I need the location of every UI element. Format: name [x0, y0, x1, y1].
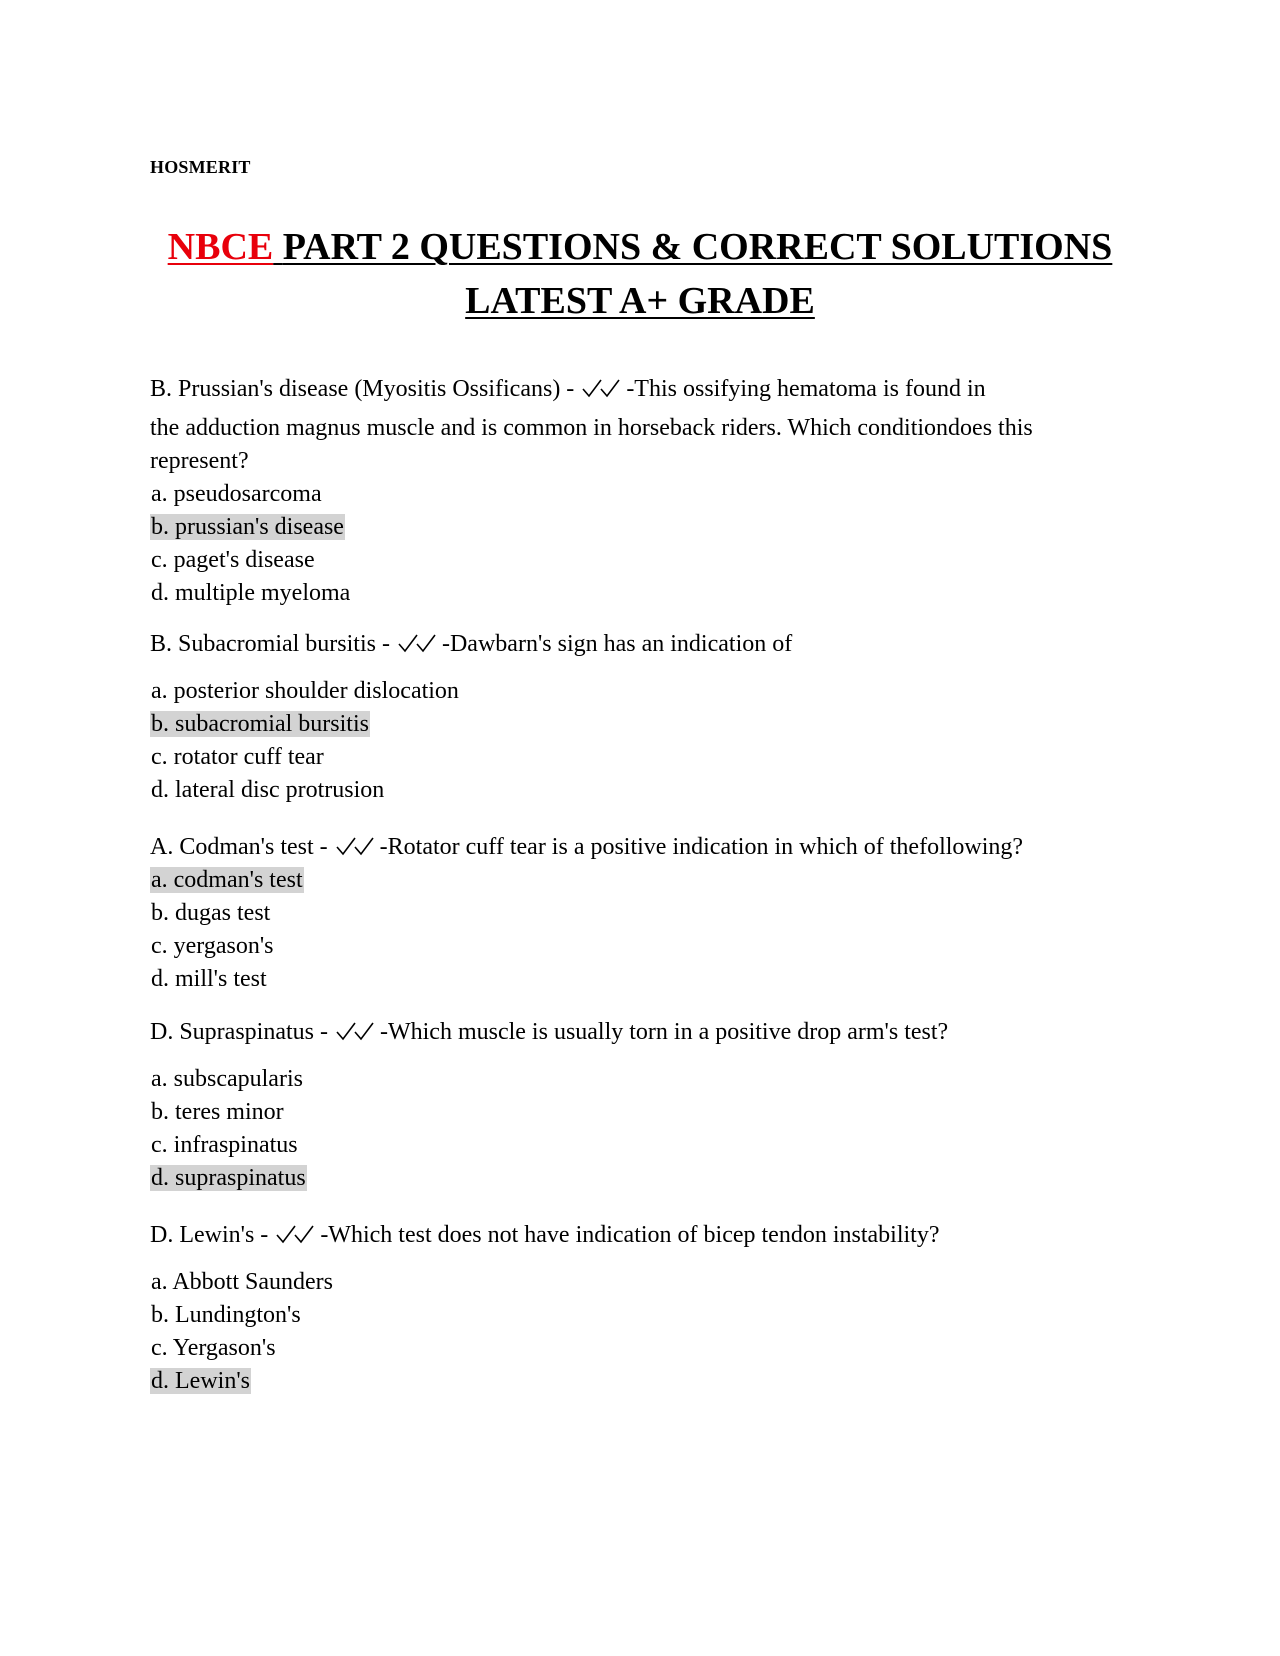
option-text: a. Abbott Saunders [151, 1269, 333, 1295]
option-item [150, 1129, 1130, 1162]
option-text: b. prussian's disease [151, 514, 344, 540]
question-stem [150, 1016, 1130, 1049]
question-block [150, 628, 1130, 807]
double-checkmark-icon [334, 835, 380, 857]
question-text: -This ossifying hematoma is found in [626, 376, 986, 402]
option-item-correct [150, 864, 1130, 897]
option-text: d. Lewin's [151, 1368, 250, 1394]
option-text: c. rotator cuff tear [151, 744, 324, 770]
option-item [150, 1266, 1130, 1299]
option-item [150, 478, 1130, 511]
option-item [150, 1063, 1130, 1096]
option-text: a. subscapularis [151, 1066, 303, 1092]
page-title [150, 220, 1130, 328]
option-text: b. subacromial bursitis [151, 711, 369, 737]
answer-label: B. Prussian's disease (Myositis Ossificans) - [150, 376, 575, 402]
option-text: c. yergason's [151, 933, 274, 959]
option-text: a. posterior shoulder dislocation [151, 678, 459, 704]
title-line-2 [150, 274, 1130, 328]
question-stem [150, 628, 1130, 661]
option-item [150, 1299, 1130, 1332]
option-item-correct [150, 511, 1130, 544]
title-brand: NBCE [167, 226, 274, 268]
option-item-correct [150, 708, 1130, 741]
option-text: b. Lundington's [151, 1302, 301, 1328]
option-text: b. dugas test [151, 900, 271, 926]
header-label: HOSMERIT [150, 157, 251, 177]
option-item-correct [150, 1365, 1130, 1398]
title-line-2-text: LATEST A+ GRADE [465, 280, 815, 322]
option-item [150, 544, 1130, 577]
option-item [150, 897, 1130, 930]
question-text: -Which test does not have indication of bicep tendon instability? [320, 1222, 940, 1248]
option-item [150, 930, 1130, 963]
option-text: d. supraspinatus [151, 1165, 306, 1191]
question-block [150, 1219, 1130, 1398]
double-checkmark-icon [580, 377, 626, 399]
question-text: -Rotator cuff tear is a positive indication in which of thefollowing? [379, 834, 1024, 860]
double-checkmark-icon [396, 632, 442, 654]
question-block [150, 1016, 1130, 1195]
option-text: b. teres minor [151, 1099, 284, 1125]
option-item-correct [150, 1162, 1130, 1195]
answer-label: B. Subacromial bursitis - [150, 631, 390, 657]
option-item [150, 741, 1130, 774]
option-item [150, 1096, 1130, 1129]
option-text: d. lateral disc protrusion [151, 777, 385, 803]
title-line-1 [150, 220, 1130, 274]
question-block [150, 831, 1130, 996]
question-text: -Which muscle is usually torn in a positive drop arm's test? [379, 1019, 949, 1045]
option-item [150, 1332, 1130, 1365]
option-text: d. multiple myeloma [151, 580, 351, 606]
question-stem [150, 831, 1130, 864]
question-text-continued: the adduction magnus muscle and is common in horseback riders. Which conditiondoes this represent? [150, 415, 1033, 474]
option-text: a. pseudosarcoma [151, 481, 322, 507]
option-text: c. paget's disease [151, 547, 315, 573]
answer-label: D. Supraspinatus - [150, 1019, 328, 1045]
option-item [150, 577, 1130, 610]
question-text: -Dawbarn's sign has an indication of [441, 631, 793, 657]
double-checkmark-icon [334, 1020, 380, 1042]
question-block [150, 373, 1130, 610]
answer-label: A. Codman's test - [150, 834, 328, 860]
question-stem [150, 1219, 1130, 1252]
question-stem [150, 373, 1130, 406]
option-item [150, 675, 1130, 708]
option-item [150, 963, 1130, 996]
option-text: c. infraspinatus [151, 1132, 298, 1158]
option-text: d. mill's test [151, 966, 267, 992]
option-text: a. codman's test [151, 867, 303, 893]
option-item [150, 774, 1130, 807]
double-checkmark-icon [274, 1223, 320, 1245]
answer-label: D. Lewin's - [150, 1222, 269, 1248]
title-line-1-rest: PART 2 QUESTIONS & CORRECT SOLUTIONS [282, 226, 1113, 268]
option-text: c. Yergason's [151, 1335, 276, 1361]
